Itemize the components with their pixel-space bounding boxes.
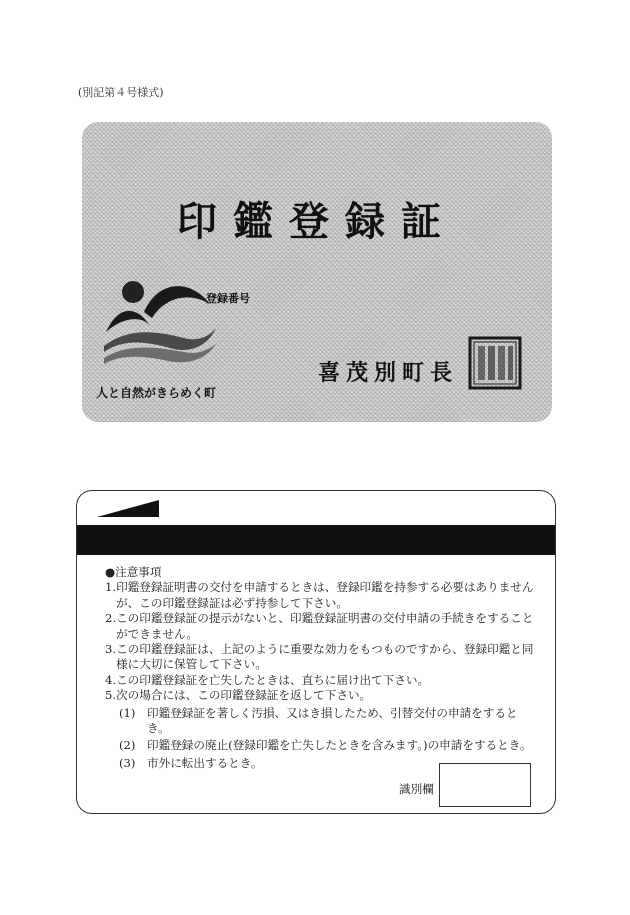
- mayor-title: 喜茂別町長: [318, 360, 459, 386]
- item-text: この印鑑登録証の提示がないと、印鑑登録証明書の交付申請の手続きをすることができません。: [116, 611, 534, 641]
- identification-box: [439, 763, 531, 807]
- item-text: この印鑑登録証は、上記のように重要な効力をもつものですから、登録印鑑と同様に大切に保管して下さい。: [116, 642, 534, 672]
- card-back: [76, 490, 556, 814]
- sub-item: [119, 738, 537, 753]
- magnetic-stripe: [77, 525, 555, 555]
- official-seal-icon: [468, 336, 522, 390]
- sub-item-number: (3): [119, 755, 136, 770]
- town-slogan: 人と自然がきらめく町: [96, 386, 217, 400]
- form-number-label: (別記第４号様式): [78, 86, 164, 99]
- registration-number-label: 登録番号: [206, 292, 250, 305]
- item-number: 5.: [105, 688, 117, 703]
- town-logo-icon: [100, 272, 220, 368]
- sub-item: [119, 706, 537, 737]
- notes-heading: ●注意事項: [105, 565, 162, 579]
- sub-list: [105, 706, 537, 772]
- item-number: 1.: [105, 580, 117, 595]
- notes-section: [105, 565, 537, 771]
- sub-item-number: (2): [119, 738, 136, 753]
- sub-item-number: (1): [119, 705, 136, 720]
- sub-item-text: 印鑑登録証を著しく汚損、又はき損したため、引替交付の申請をするとき。: [147, 705, 518, 736]
- item-number: 4.: [105, 672, 117, 687]
- card-front: [82, 122, 552, 422]
- item-number: 2.: [105, 611, 117, 626]
- orientation-wedge-icon: [97, 499, 159, 519]
- identification-label: 識別欄: [399, 782, 434, 796]
- item-text: 次の場合には、この印鑑登録証を返して下さい。: [116, 688, 372, 703]
- list-item: [105, 673, 537, 688]
- list-item: [105, 642, 537, 673]
- sub-item-text: 市外に転出するとき。: [147, 755, 263, 770]
- list-item: [105, 688, 537, 703]
- list-item: [105, 611, 537, 642]
- card-title: 印鑑登録証: [177, 198, 457, 245]
- notes-list: [105, 580, 537, 703]
- item-text: この印鑑登録証を亡失したときは、直ちに届け出て下さい。: [116, 672, 430, 687]
- sub-item-text: 印鑑登録の廃止(登録印鑑を亡失したときを含みます。)の申請をするとき。: [147, 738, 532, 753]
- item-text: 印鑑登録証明書の交付を申請するときは、登録印鑑を持参する必要はありませんが、この印鑑登録証は必ず持参して下さい。: [116, 580, 534, 610]
- item-number: 3.: [105, 642, 117, 657]
- list-item: [105, 580, 537, 611]
